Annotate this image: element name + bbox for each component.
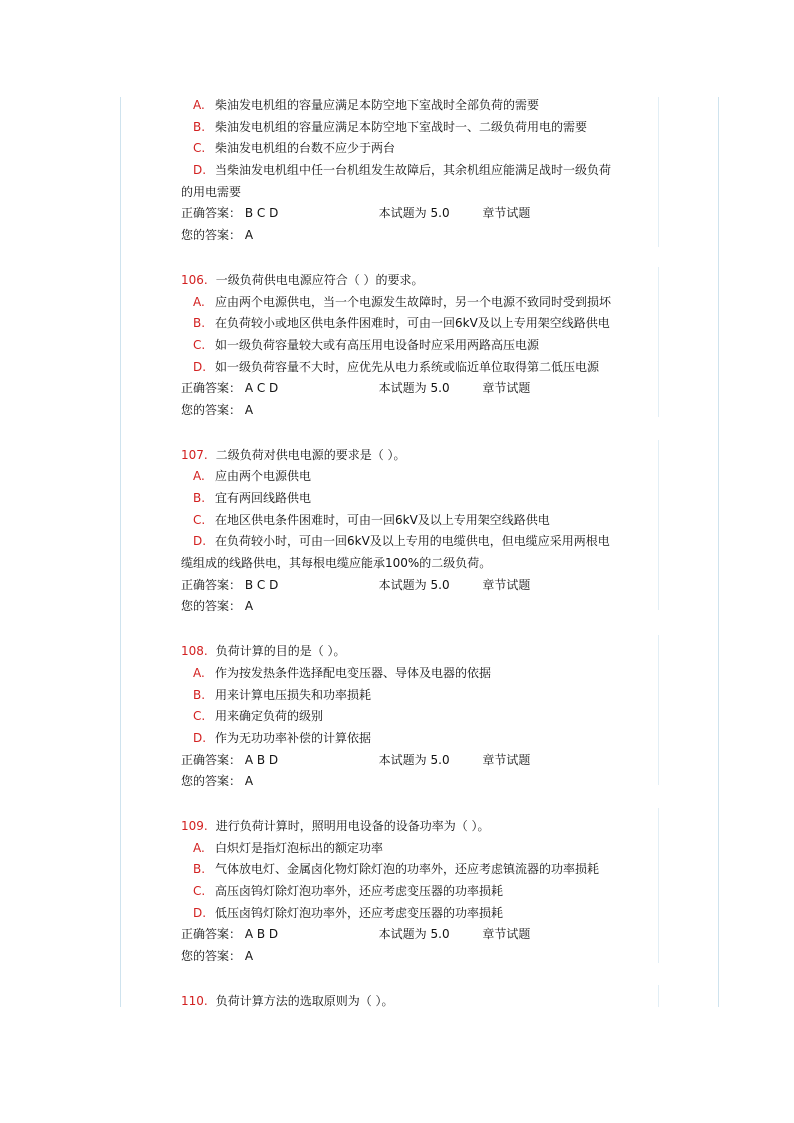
question-page [181, 95, 661, 1035]
option-d-continuation: 的用电需要 [181, 184, 242, 199]
correct-answer-row: 正确答案： A B D 本试题为 5.0 章节试题 [181, 750, 661, 772]
your-answer-row: 您的答案： A [181, 402, 254, 417]
option-c: C. 在地区供电条件困难时，可由一回6kV及以上专用架空线路供电 [193, 512, 550, 527]
your-answer-row: 您的答案： A [181, 228, 254, 243]
option-a: A. 作为按发热条件选择配电变压器、导体及电器的依据 [193, 665, 492, 680]
option-c: C. 高压卤钨灯除灯泡功率外，还应考虑变压器的功率损耗 [193, 884, 504, 898]
question-title [181, 641, 661, 663]
your-answer: A [244, 774, 254, 789]
left-border [120, 97, 121, 1007]
question-title [181, 991, 661, 1013]
your-answer-row: 您的答案： A [181, 949, 254, 964]
your-answer-row: 您的答案： A [181, 599, 254, 614]
question-title [181, 816, 661, 838]
question-107 [181, 445, 661, 619]
option-d: D. 作为无功功率补偿的计算依据 [193, 730, 372, 745]
question-title [181, 445, 661, 467]
score: 5.0 [430, 752, 450, 767]
question-title [181, 270, 661, 292]
score: 5.0 [430, 577, 450, 592]
option-a: A. 应由两个电源供电 [193, 469, 312, 484]
your-answer: A [244, 402, 254, 417]
question-text: 负荷计算的目的是（ ）。 [215, 644, 346, 659]
right-border [718, 97, 719, 1007]
correct-answer-row: 正确答案： B C D 本试题为 5.0 章节试题 [181, 575, 661, 597]
question-type: 章节试题 [482, 577, 531, 592]
option-d: D. 当柴油发电机组中任一台机组发生故障后，其余机组应能满足战时一级负荷 [193, 163, 612, 178]
question-type: 章节试题 [482, 381, 531, 396]
question-109 [181, 816, 661, 968]
correct-answer: A B D [244, 927, 279, 942]
option-c: C. 如一级负荷容量较大或有高压用电设备时应采用两路高压电源 [193, 337, 540, 352]
correct-answer-row: 正确答案： B C D 本试题为 5.0 章节试题 [181, 203, 661, 225]
question-text: 负荷计算方法的选取原则为（ ）。 [215, 993, 394, 1008]
correct-answer-row: 正确答案： A B D 本试题为 5.0 章节试题 [181, 924, 661, 946]
your-answer: A [244, 949, 254, 964]
option-b: B. 柴油发电机组的容量应满足本防空地下室战时一、二级负荷用电的需要 [193, 119, 588, 134]
option-c: C. 柴油发电机组的台数不应少于两台 [193, 141, 396, 156]
your-answer-row: 您的答案： A [181, 774, 254, 789]
option-a: A. 柴油发电机组的容量应满足本防空地下室战时全部负荷的需要 [193, 98, 540, 112]
your-answer: A [244, 228, 254, 243]
correct-answer-row: 正确答案： A C D 本试题为 5.0 章节试题 [181, 378, 661, 400]
question-text: 进行负荷计算时，照明用电设备的设备功率为（ ）。 [215, 818, 490, 833]
question-number: 107. [181, 447, 208, 462]
question-type: 章节试题 [482, 206, 531, 221]
question-number: 109. [181, 818, 208, 833]
question-number: 108. [181, 644, 208, 659]
option-b: B. 在负荷较小或地区供电条件困难时，可由一回6kV及以上专用架空线路供电 [193, 316, 610, 331]
correct-answer: B C D [244, 577, 279, 592]
option-d: D. 如一级负荷容量不大时，应优先从电力系统或临近单位取得第二低压电源 [193, 359, 600, 374]
option-c: C. 用来确定负荷的级别 [193, 709, 324, 724]
correct-answer: A C D [244, 381, 279, 396]
question-108 [181, 641, 661, 793]
correct-answer: A B D [244, 752, 279, 767]
question-105 [181, 95, 661, 247]
score: 5.0 [430, 206, 450, 221]
question-type: 章节试题 [482, 752, 531, 767]
option-b: B. 气体放电灯、金属卤化物灯除灯泡的功率外，还应考虑镇流器的功率损耗 [193, 862, 600, 877]
question-number: 106. [181, 272, 208, 287]
question-106 [181, 270, 661, 422]
your-answer: A [244, 599, 254, 614]
option-a: A. 白炽灯是指灯泡标出的额定功率 [193, 840, 384, 855]
option-b: B. 用来计算电压损失和功率损耗 [193, 687, 372, 702]
option-b: B. 宜有两回线路供电 [193, 491, 312, 505]
question-type: 章节试题 [482, 927, 531, 942]
option-d-continuation: 缆组成的线路供电，其每根电缆应能承100%的二级负荷。 [181, 556, 492, 571]
option-d: D. 低压卤钨灯除灯泡功率外，还应考虑变压器的功率损耗 [193, 905, 504, 920]
question-text: 二级负荷对供电电源的要求是（ ）。 [215, 447, 406, 462]
option-a: A. 应由两个电源供电，当一个电源发生故障时，另一个电源不致同时受到损坏 [193, 294, 612, 309]
question-text: 一级负荷供电电源应符合（ ）的要求。 [215, 272, 424, 287]
question-110 [181, 991, 661, 1013]
score: 5.0 [430, 381, 450, 396]
option-d: D. 在负荷较小时，可由一回6kV及以上专用的电缆供电，但电缆应采用两根电 [193, 534, 610, 549]
score: 5.0 [430, 927, 450, 942]
correct-answer: B C D [244, 206, 279, 221]
question-number: 110. [181, 993, 208, 1008]
